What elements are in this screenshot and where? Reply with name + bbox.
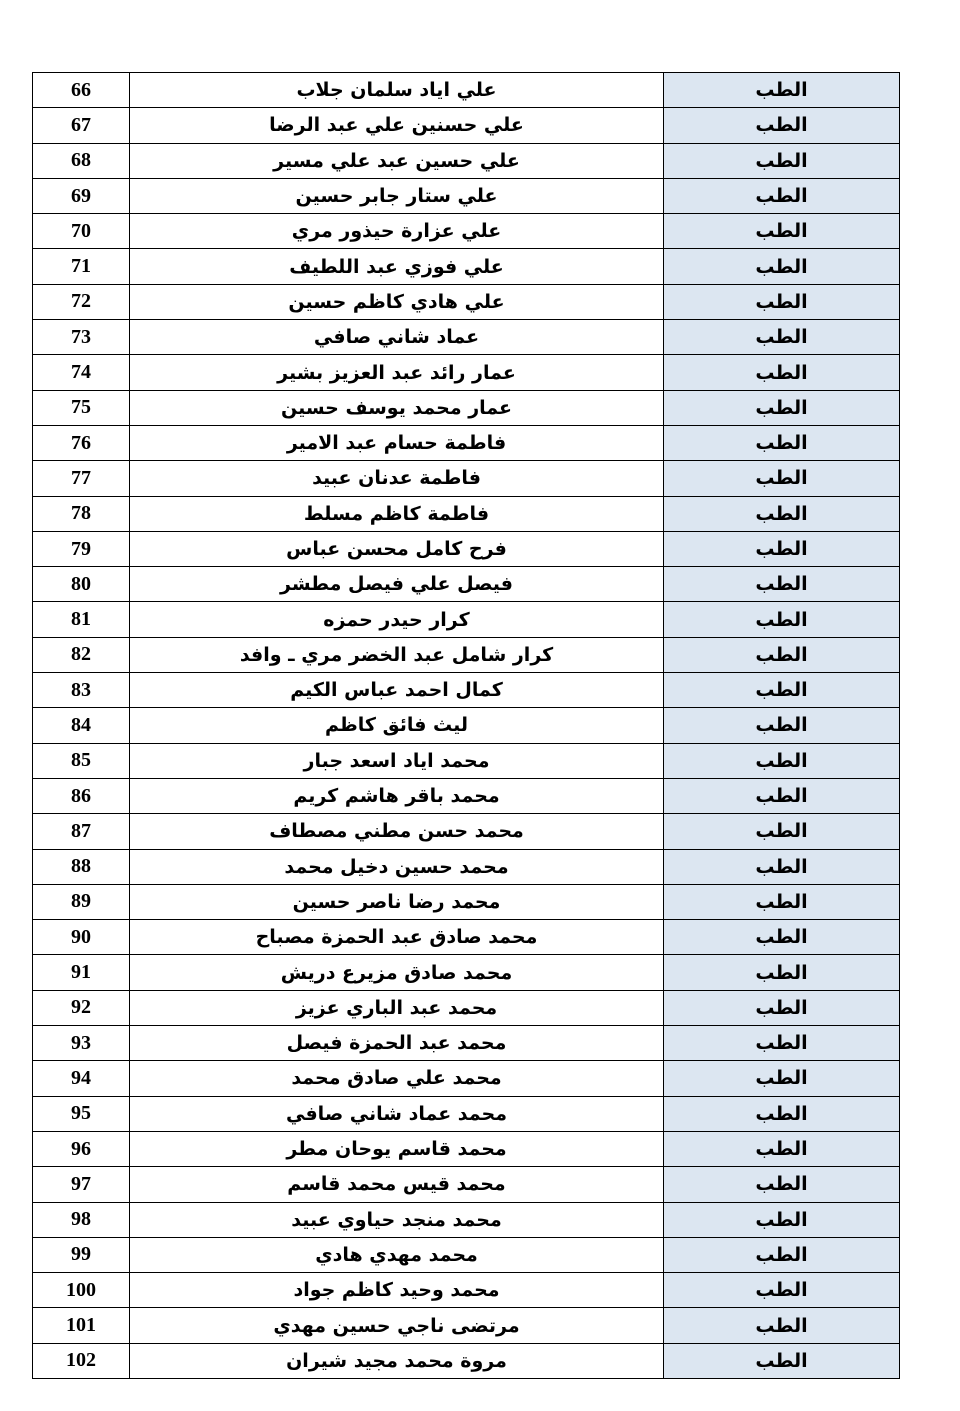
department-cell: الطب bbox=[664, 531, 900, 566]
row-number-cell: 67 bbox=[33, 108, 130, 143]
student-name-cell: محمد قيس محمد قاسم bbox=[130, 1167, 664, 1202]
student-name-cell: محمد مهدي هادي bbox=[130, 1237, 664, 1272]
student-name-cell: علي عزارة حيذور مري bbox=[130, 214, 664, 249]
table-row bbox=[33, 461, 900, 496]
student-name-cell: محمد حسين دخيل محمد bbox=[130, 849, 664, 884]
department-cell: الطب bbox=[664, 1131, 900, 1166]
student-name-cell: عماد شاني صافي bbox=[130, 320, 664, 355]
row-number-cell: 84 bbox=[33, 708, 130, 743]
student-name-cell: فاطمة كاظم مسلط bbox=[130, 496, 664, 531]
table-row bbox=[33, 531, 900, 566]
department-cell: الطب bbox=[664, 143, 900, 178]
row-number-cell: 78 bbox=[33, 496, 130, 531]
department-cell: الطب bbox=[664, 178, 900, 213]
table-row bbox=[33, 849, 900, 884]
table-row bbox=[33, 1273, 900, 1308]
student-name-cell: علي ستار جابر حسين bbox=[130, 178, 664, 213]
table-row bbox=[33, 1343, 900, 1378]
table-row bbox=[33, 990, 900, 1025]
row-number-cell: 97 bbox=[33, 1167, 130, 1202]
row-number-cell: 83 bbox=[33, 673, 130, 708]
row-number-cell: 93 bbox=[33, 1026, 130, 1061]
table-row bbox=[33, 249, 900, 284]
department-cell: الطب bbox=[664, 425, 900, 460]
student-name-cell: محمد صادق مزيرع دريش bbox=[130, 955, 664, 990]
table-row bbox=[33, 814, 900, 849]
row-number-cell: 81 bbox=[33, 602, 130, 637]
table-row bbox=[33, 602, 900, 637]
student-name-cell: علي فوزي عبد اللطيف bbox=[130, 249, 664, 284]
student-name-cell: علي هادي كاظم حسين bbox=[130, 284, 664, 319]
table-row bbox=[33, 73, 900, 108]
row-number-cell: 87 bbox=[33, 814, 130, 849]
student-name-cell: مروة محمد مجيد شيران bbox=[130, 1343, 664, 1378]
row-number-cell: 94 bbox=[33, 1061, 130, 1096]
row-number-cell: 73 bbox=[33, 320, 130, 355]
row-number-cell: 95 bbox=[33, 1096, 130, 1131]
table-row bbox=[33, 178, 900, 213]
department-cell: الطب bbox=[664, 955, 900, 990]
department-cell: الطب bbox=[664, 849, 900, 884]
table-row bbox=[33, 567, 900, 602]
row-number-cell: 88 bbox=[33, 849, 130, 884]
row-number-cell: 66 bbox=[33, 73, 130, 108]
student-name-cell: فيصل علي فيصل مطشر bbox=[130, 567, 664, 602]
row-number-cell: 101 bbox=[33, 1308, 130, 1343]
department-cell: الطب bbox=[664, 990, 900, 1025]
table-row bbox=[33, 1167, 900, 1202]
student-name-cell: مرتضى ناجي حسين مهدي bbox=[130, 1308, 664, 1343]
department-cell: الطب bbox=[664, 1237, 900, 1272]
table-row bbox=[33, 1202, 900, 1237]
student-name-cell: محمد عبد الباري عزيز bbox=[130, 990, 664, 1025]
row-number-cell: 100 bbox=[33, 1273, 130, 1308]
department-cell: الطب bbox=[664, 708, 900, 743]
department-cell: الطب bbox=[664, 814, 900, 849]
row-number-cell: 70 bbox=[33, 214, 130, 249]
student-name-cell: محمد علي صادق محمد bbox=[130, 1061, 664, 1096]
student-name-cell: محمد قاسم يوحان مطر bbox=[130, 1131, 664, 1166]
department-cell: الطب bbox=[664, 673, 900, 708]
roster-table bbox=[32, 72, 900, 1379]
student-name-cell: محمد وحيد كاظم جواد bbox=[130, 1273, 664, 1308]
department-cell: الطب bbox=[664, 355, 900, 390]
table-row bbox=[33, 637, 900, 672]
row-number-cell: 68 bbox=[33, 143, 130, 178]
table-row bbox=[33, 884, 900, 919]
row-number-cell: 86 bbox=[33, 778, 130, 813]
department-cell: الطب bbox=[664, 461, 900, 496]
department-cell: الطب bbox=[664, 214, 900, 249]
department-cell: الطب bbox=[664, 1026, 900, 1061]
department-cell: الطب bbox=[664, 73, 900, 108]
student-name-cell: كرار حيدر حمزه bbox=[130, 602, 664, 637]
student-name-cell: ليث فائق كاظم bbox=[130, 708, 664, 743]
department-cell: الطب bbox=[664, 1061, 900, 1096]
row-number-cell: 96 bbox=[33, 1131, 130, 1166]
row-number-cell: 74 bbox=[33, 355, 130, 390]
table-row bbox=[33, 708, 900, 743]
row-number-cell: 89 bbox=[33, 884, 130, 919]
table-row bbox=[33, 920, 900, 955]
department-cell: الطب bbox=[664, 602, 900, 637]
table-row bbox=[33, 743, 900, 778]
student-name-cell: محمد باقر هاشم كريم bbox=[130, 778, 664, 813]
table-row bbox=[33, 1237, 900, 1272]
student-name-cell: محمد منجد حياوي عبيد bbox=[130, 1202, 664, 1237]
row-number-cell: 99 bbox=[33, 1237, 130, 1272]
department-cell: الطب bbox=[664, 884, 900, 919]
table-row bbox=[33, 108, 900, 143]
row-number-cell: 69 bbox=[33, 178, 130, 213]
row-number-cell: 75 bbox=[33, 390, 130, 425]
department-cell: الطب bbox=[664, 496, 900, 531]
student-name-cell: محمد حسن مطني مصطاف bbox=[130, 814, 664, 849]
department-cell: الطب bbox=[664, 1167, 900, 1202]
student-name-cell: علي حسنين علي عبد الرضا bbox=[130, 108, 664, 143]
row-number-cell: 98 bbox=[33, 1202, 130, 1237]
table-row bbox=[33, 1308, 900, 1343]
student-name-cell: علي حسين عبد علي مسير bbox=[130, 143, 664, 178]
row-number-cell: 71 bbox=[33, 249, 130, 284]
row-number-cell: 92 bbox=[33, 990, 130, 1025]
department-cell: الطب bbox=[664, 1202, 900, 1237]
student-name-cell: علي اياد سلمان جلاب bbox=[130, 73, 664, 108]
department-cell: الطب bbox=[664, 637, 900, 672]
student-name-cell: محمد صادق عبد الحمزة مصباح bbox=[130, 920, 664, 955]
department-cell: الطب bbox=[664, 108, 900, 143]
table-row bbox=[33, 1061, 900, 1096]
table-row bbox=[33, 355, 900, 390]
table-row bbox=[33, 778, 900, 813]
table-row bbox=[33, 214, 900, 249]
student-name-cell: فاطمة عدنان عبيد bbox=[130, 461, 664, 496]
row-number-cell: 91 bbox=[33, 955, 130, 990]
department-cell: الطب bbox=[664, 1308, 900, 1343]
student-name-cell: كمال احمد عباس الكيم bbox=[130, 673, 664, 708]
department-cell: الطب bbox=[664, 567, 900, 602]
roster-table-body bbox=[33, 73, 900, 1379]
row-number-cell: 90 bbox=[33, 920, 130, 955]
department-cell: الطب bbox=[664, 1096, 900, 1131]
table-row bbox=[33, 320, 900, 355]
table-row bbox=[33, 1131, 900, 1166]
department-cell: الطب bbox=[664, 920, 900, 955]
row-number-cell: 76 bbox=[33, 425, 130, 460]
table-row bbox=[33, 284, 900, 319]
row-number-cell: 80 bbox=[33, 567, 130, 602]
student-name-cell: محمد عبد الحمزة فيصل bbox=[130, 1026, 664, 1061]
table-row bbox=[33, 143, 900, 178]
department-cell: الطب bbox=[664, 284, 900, 319]
table-row bbox=[33, 955, 900, 990]
row-number-cell: 79 bbox=[33, 531, 130, 566]
row-number-cell: 77 bbox=[33, 461, 130, 496]
student-name-cell: فرح كامل محسن عباس bbox=[130, 531, 664, 566]
student-name-cell: محمد عماد شاني صافي bbox=[130, 1096, 664, 1131]
table-row bbox=[33, 390, 900, 425]
student-name-cell: كرار شامل عبد الخضر مري ـ وافد bbox=[130, 637, 664, 672]
table-row bbox=[33, 1026, 900, 1061]
row-number-cell: 102 bbox=[33, 1343, 130, 1378]
department-cell: الطب bbox=[664, 778, 900, 813]
student-name-cell: فاطمة حسام عبد الامير bbox=[130, 425, 664, 460]
student-name-cell: محمد رضا ناصر حسين bbox=[130, 884, 664, 919]
table-row bbox=[33, 496, 900, 531]
department-cell: الطب bbox=[664, 249, 900, 284]
row-number-cell: 85 bbox=[33, 743, 130, 778]
department-cell: الطب bbox=[664, 320, 900, 355]
row-number-cell: 82 bbox=[33, 637, 130, 672]
student-name-cell: عمار محمد يوسف حسين bbox=[130, 390, 664, 425]
department-cell: الطب bbox=[664, 1343, 900, 1378]
row-number-cell: 72 bbox=[33, 284, 130, 319]
student-name-cell: عمار رائد عبد العزيز بشير bbox=[130, 355, 664, 390]
student-name-cell: محمد اياد اسعد جبار bbox=[130, 743, 664, 778]
table-row bbox=[33, 1096, 900, 1131]
department-cell: الطب bbox=[664, 743, 900, 778]
table-row bbox=[33, 425, 900, 460]
department-cell: الطب bbox=[664, 390, 900, 425]
table-row bbox=[33, 673, 900, 708]
department-cell: الطب bbox=[664, 1273, 900, 1308]
